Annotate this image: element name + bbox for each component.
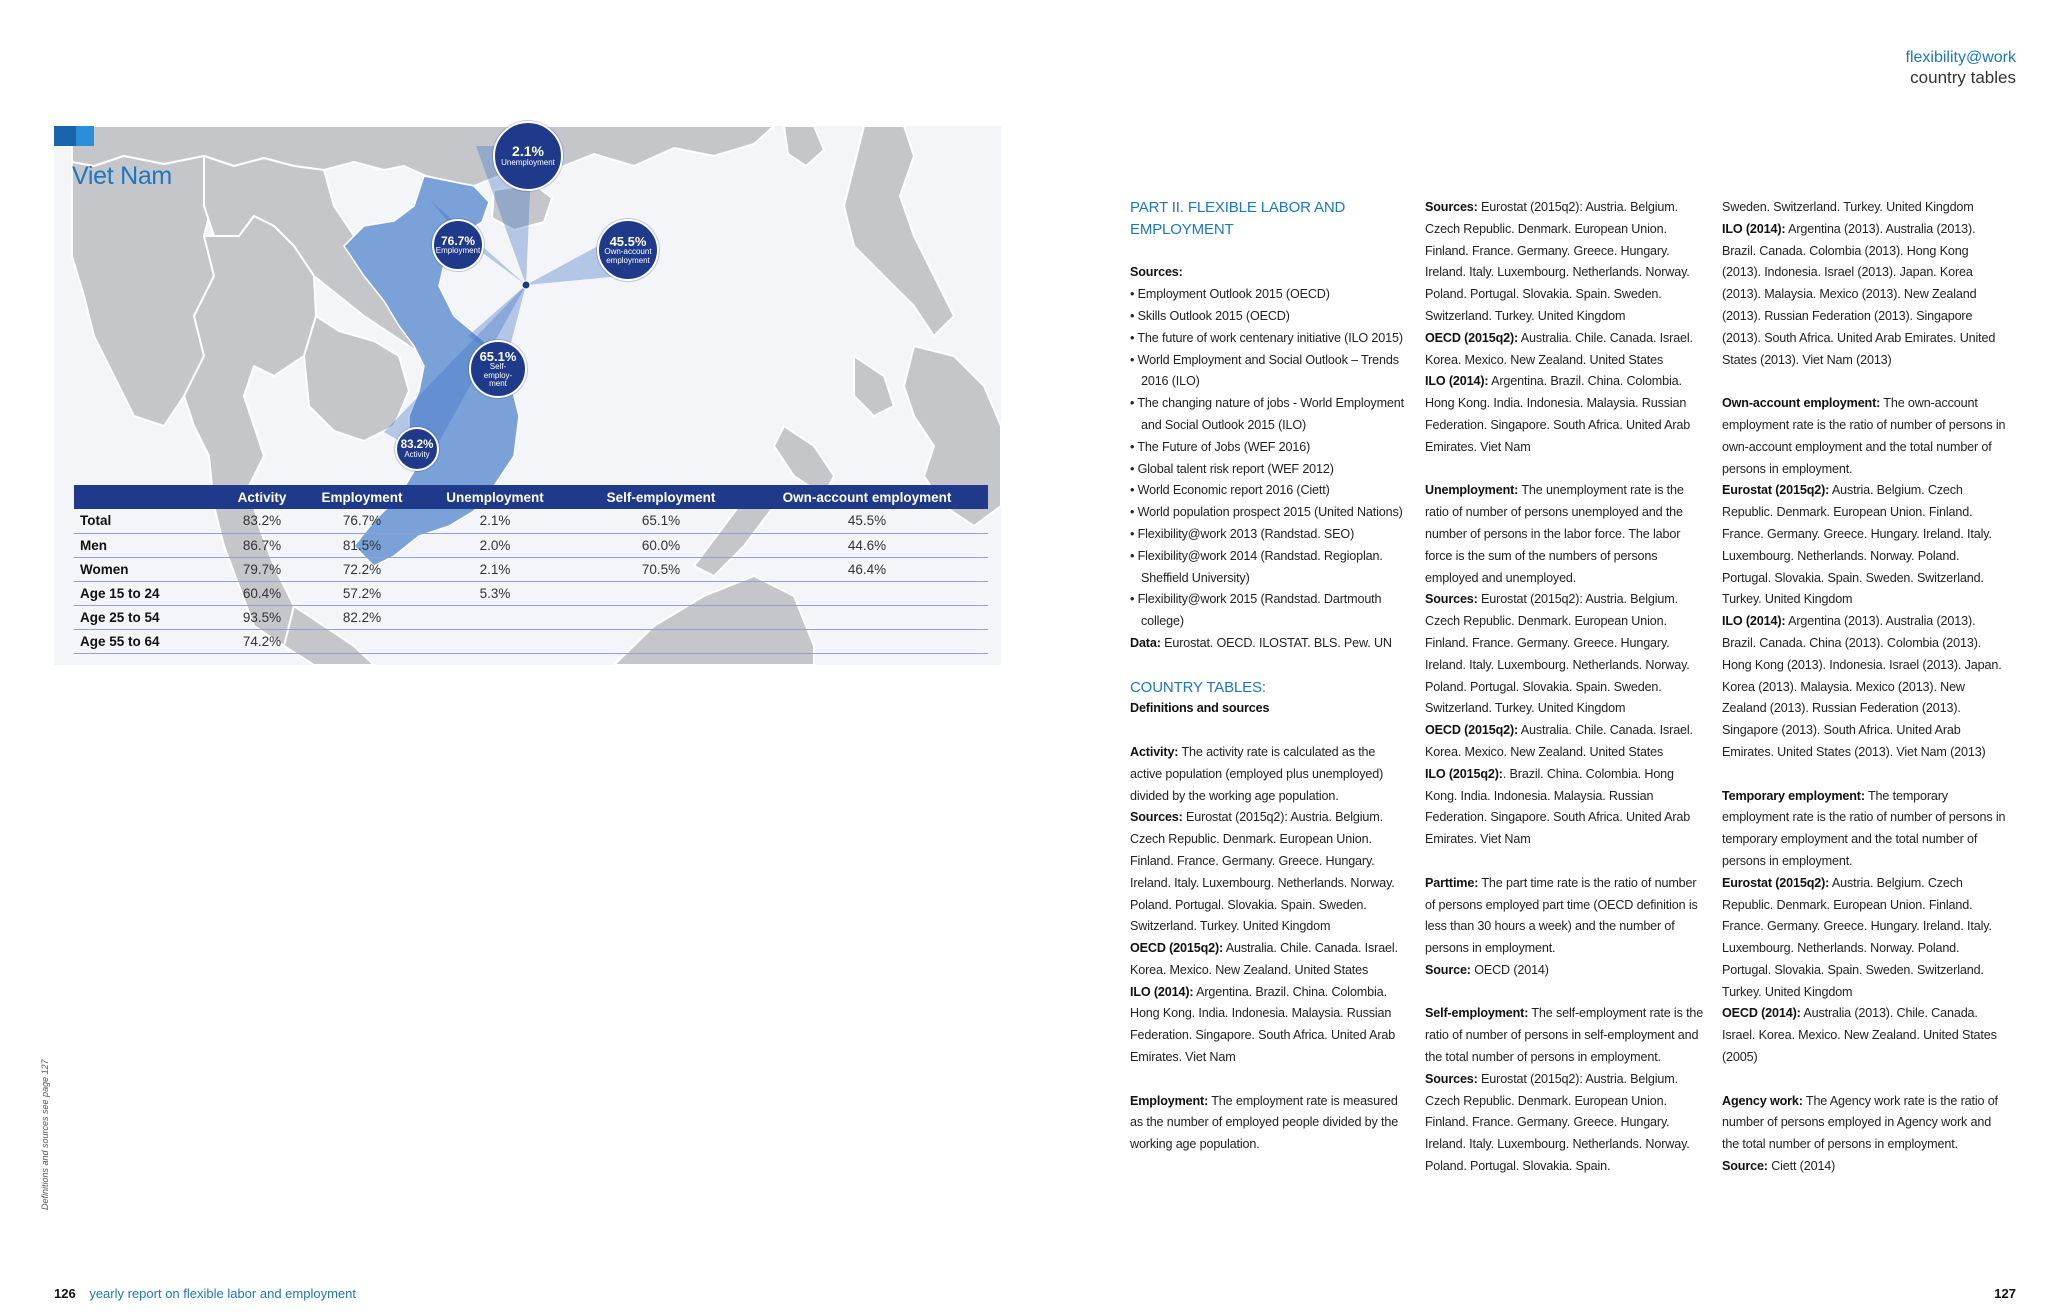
page-number-right: 127 — [1994, 1286, 2016, 1301]
activity-definition: Activity: The activity rate is calculated as the active population (employed plus unemployed) divided by the working age population. — [1130, 744, 1384, 803]
agency-source: Source: Ciett (2014) — [1722, 1159, 1836, 1174]
bubble-self-employment — [469, 340, 527, 398]
table-cell: 60.0% — [576, 533, 746, 557]
list-item: • Flexibility@work 2013 (Randstad. SEO) — [1130, 524, 1408, 546]
bubble-value: 45.5% — [609, 233, 647, 249]
column-header — [74, 485, 214, 509]
stats-table — [74, 485, 988, 654]
bubble-employment — [432, 219, 484, 271]
list-item: • Flexibility@work 2015 (Randstad. Dartmouth college) — [1130, 589, 1408, 633]
parttime-definition: Parttime: The part time rate is the ratio of number of persons employed part time (OECD definition is less than 30 hours a week) and the number of persons in employment. — [1425, 875, 1698, 956]
table-cell — [746, 605, 988, 629]
footer-title: yearly report on flexible labor and employment — [89, 1286, 356, 1301]
table-cell: 2.1% — [414, 509, 576, 533]
column-header: Own-account employment — [746, 485, 988, 509]
table-cell: 2.0% — [414, 533, 576, 557]
temporary-oecd: OECD (2014): Australia (2013). Chile. Canada. Israel. Korea. Mexico. New Zealand. United States (2005) — [1722, 1006, 1997, 1065]
page-number-left: 126 — [54, 1286, 76, 1301]
employment-sources: Sources: Eurostat (2015q2): Austria. Belgium. Czech Republic. Denmark. European Union. Finland. France. Germany. Greece. Hungary. Ireland. Italy. Luxembourg. Netherlands. Norway. Poland. Portugal. Slovakia. Spain. Sweden. Switzerland. Turkey. United Kingdom — [1425, 200, 1690, 323]
parttime-source: Source: OECD (2014) — [1425, 962, 1549, 977]
table-cell — [576, 581, 746, 605]
column-header: Activity — [214, 485, 310, 509]
bubble-own-account — [597, 219, 659, 281]
table-cell: 57.2% — [310, 581, 414, 605]
own-account-definition: Own-account employment: The own-account employment rate is the ratio of number of persons in own-account employment and the total number of persons in employment. — [1722, 396, 2006, 476]
employment-oecd: OECD (2015q2): Australia. Chile. Canada. Israel. Korea. Mexico. New Zealand. United States — [1425, 330, 1693, 367]
bubble-label: Self-employ-ment — [483, 362, 513, 389]
table-cell: 81.5% — [310, 533, 414, 557]
column-header: Unemployment — [414, 485, 576, 509]
activity-sources: Sources: Eurostat (2015q2): Austria. Belgium. Czech Republic. Denmark. European Union. Finland. France. Germany. Greece. Hungary. Ireland. Italy. Luxembourg. Netherlands. Norway. Poland. Portugal. Slovakia. Spain. Sweden. Switzerland. Turkey. United Kingdom — [1130, 810, 1395, 934]
list-item: • Employment Outlook 2015 (OECD) — [1130, 284, 1408, 306]
activity-oecd: OECD (2015q2): Australia. Chile. Canada. Israel. Korea. Mexico. New Zealand. United States — [1130, 941, 1398, 977]
bubble-label: Unemployment — [501, 158, 555, 168]
own-account-ilo: ILO (2014): Argentina (2013). Australia (2013). Brazil. Canada. China (2013). Colombia (2013). Hong Kong (2013). Indonesia. Israel (2013). Japan. Korea (2013). Malaysia. Mexico (2013). New Zealand (2013). Russian Federation (2013). Singapore (2013). South Africa. United Arab Emirates. United States (2013). Viet Nam (2013) — [1722, 614, 2002, 759]
bubble-activity — [395, 427, 439, 471]
bubble-value: 83.2% — [400, 438, 434, 451]
table-cell: 46.4% — [746, 557, 988, 581]
country-title: Viet Nam — [72, 162, 172, 190]
table-cell: 74.2% — [214, 629, 310, 653]
footer-left — [54, 1286, 356, 1301]
column-header: Employment — [310, 485, 414, 509]
own-account-eurostat: Eurostat (2015q2): Austria. Belgium. Czech Republic. Denmark. European Union. Finland. France. Germany. Greece. Hungary. Ireland. Italy. Luxembourg. Netherlands. Norway. Poland. Portugal. Slovakia. Spain. Sweden. Switzerland. Turkey. United Kingdom — [1722, 483, 1992, 607]
row-label: Women — [74, 557, 214, 581]
table-cell: 70.5% — [576, 557, 746, 581]
table-cell: 86.7% — [214, 533, 310, 557]
unemployment-sources: Sources: Eurostat (2015q2): Austria. Belgium. Czech Republic. Denmark. European Union. Finland. France. Germany. Greece. Hungary. Ireland. Italy. Luxembourg. Netherlands. Norway. Poland. Portugal. Slovakia. Spain. Sweden. Switzerland. Turkey. United Kingdom — [1425, 592, 1690, 716]
definitions-label: Definitions and sources — [1130, 701, 1270, 716]
table-cell: 2.1% — [414, 557, 576, 581]
bubble-label: Employment — [435, 246, 481, 256]
table-cell — [576, 605, 746, 629]
side-note: Definitions and sources see page 127 — [40, 1059, 50, 1210]
list-item: • Flexibility@work 2014 (Randstad. Regioplan. Sheffield University) — [1130, 546, 1408, 590]
table-cell — [310, 629, 414, 653]
table-row — [74, 581, 988, 605]
table-cell: 93.5% — [214, 605, 310, 629]
table-cell — [746, 629, 988, 653]
table-row — [74, 509, 988, 533]
row-label: Age 55 to 64 — [74, 629, 214, 653]
table-cell: 79.7% — [214, 557, 310, 581]
self-employment-ilo: ILO (2014): Argentina (2013). Australia (2013). Brazil. Canada. Colombia (2013). Hong Kong (2013). Indonesia. Israel (2013). Japan. Korea (2013). Malaysia. Mexico (2013). New Zealand (2013). Russian Federation (2013). Singapore (2013). South Africa. United Arab Emirates. United States (2013). Viet Nam (2013) — [1722, 221, 1996, 367]
table-cell: 45.5% — [746, 509, 988, 533]
bubble-label: Activity — [404, 449, 430, 459]
table-cell: 72.2% — [310, 557, 414, 581]
table-cell: 76.7% — [310, 509, 414, 533]
country-tables-heading: COUNTRY TABLES: — [1130, 678, 1266, 696]
row-label: Total — [74, 509, 214, 533]
list-item: • The future of work centenary initiative (ILO 2015) — [1130, 328, 1408, 350]
corner-mark — [54, 126, 94, 146]
sources-list — [1130, 284, 1408, 633]
table-header-row — [74, 485, 988, 509]
bubble-value: 76.7% — [440, 233, 476, 248]
unemployment-oecd: OECD (2015q2): Australia. Chile. Canada. Israel. Korea. Mexico. New Zealand. United States — [1425, 723, 1693, 759]
employment-ilo: ILO (2014): Argentina. Brazil. China. Colombia. Hong Kong. India. Indonesia. Malaysia. Russian Federation. Singapore. South Africa. United Arab Emirates. Viet Nam — [1425, 374, 1691, 454]
list-item: • Global talent risk report (WEF 2012) — [1130, 459, 1408, 481]
list-item: • World Employment and Social Outlook – Trends 2016 (ILO) — [1130, 350, 1408, 394]
list-item: • Skills Outlook 2015 (OECD) — [1130, 306, 1408, 328]
table-cell — [414, 605, 576, 629]
temporary-eurostat: Eurostat (2015q2): Austria. Belgium. Czech Republic. Denmark. European Union. Finland. France. Germany. Greece. Hungary. Ireland. Italy. Luxembourg. Netherlands. Norway. Poland. Portugal. Slovakia. Spain. Sweden. Switzerland. Turkey. United Kingdom — [1722, 875, 1992, 999]
self-employment-definition: Self-employment: The self-employment rate is the ratio of number of persons in self-employment and the total number of persons in employment. — [1425, 1006, 1704, 1065]
table-row — [74, 557, 988, 581]
table-cell: 44.6% — [746, 533, 988, 557]
list-item: • World Economic report 2016 (Ciett) — [1130, 480, 1408, 502]
table-row — [74, 533, 988, 557]
activity-ilo: ILO (2014): Argentina. Brazil. China. Colombia. Hong Kong. India. Indonesia. Malaysia. Russian Federation. Singapore. South Africa. United Arab Emirates. Viet Nam — [1130, 984, 1396, 1065]
data-line: Data: Eurostat. OECD. ILOSTAT. BLS. Pew. UN — [1130, 635, 1392, 650]
table-cell: 5.3% — [414, 581, 576, 605]
table-row — [74, 605, 988, 629]
table-cell — [576, 629, 746, 653]
table-cell: 60.4% — [214, 581, 310, 605]
table-cell: 83.2% — [214, 509, 310, 533]
bubble-value: 2.1% — [512, 143, 544, 160]
bubble-label: Own-account employment — [604, 247, 652, 265]
text-column-3 — [1722, 197, 2008, 1178]
sources-label: Sources: — [1130, 265, 1183, 280]
list-item: • The Future of Jobs (WEF 2016) — [1130, 437, 1408, 459]
unemployment-ilo: ILO (2015q2):. Brazil. China. Colombia. Hong Kong. India. Indonesia. Malaysia. Russian Federation. Singapore. South Africa. United Arab Emirates. Viet Nam — [1425, 766, 1691, 847]
list-item: • World population prospect 2015 (United Nations) — [1130, 502, 1408, 524]
text-column-1 — [1130, 197, 1408, 1156]
list-item: • The changing nature of jobs - World Employment and Social Outlook 2015 (ILO) — [1130, 393, 1408, 437]
agency-definition: Agency work: The Agency work rate is the ratio of number of persons employed in Agency work and the total number of persons in employment. — [1722, 1093, 1998, 1152]
brand-subtitle: country tables — [1910, 68, 2016, 87]
row-label: Age 15 to 24 — [74, 581, 214, 605]
row-label: Age 25 to 54 — [74, 605, 214, 629]
row-label: Men — [74, 533, 214, 557]
table-cell: 65.1% — [576, 509, 746, 533]
self-employment-sources: Sources: Eurostat (2015q2): Austria. Belgium. Czech Republic. Denmark. European Union. Finland. France. Germany. Greece. Hungary. Ireland. Italy. Luxembourg. Netherlands. Norway. Poland. Portugal. Slovakia. Spain. — [1425, 1071, 1690, 1174]
text-column-2 — [1425, 197, 1705, 1178]
unemployment-definition: Unemployment: The unemployment rate is the ratio of number of persons unemployed and the number of persons in the labor force. The labor force is the sum of the numbers of persons employed and unemployed. — [1425, 483, 1684, 585]
table-row — [74, 629, 988, 653]
table-cell — [414, 629, 576, 653]
bubble-value: 65.1% — [479, 348, 517, 364]
table-cell: 82.2% — [310, 605, 414, 629]
table-cell — [746, 581, 988, 605]
header-brand — [1906, 48, 2016, 88]
employment-definition: Employment: The employment rate is measured as the number of employed people divided by the working age population. — [1130, 1093, 1399, 1152]
temporary-definition: Temporary employment: The temporary employment rate is the ratio of number of persons in temporary employment and the total number of persons in employment. — [1722, 788, 2006, 868]
section-heading: PART II. FLEXIBLE LABOR AND EMPLOYMENT — [1130, 199, 1346, 238]
bubble-unemployment — [493, 121, 563, 191]
self-employment-cont: Sweden. Switzerland. Turkey. United Kingdom — [1722, 200, 1974, 214]
brand-title: flexibility@work — [1905, 49, 2016, 66]
column-header: Self-employment — [576, 485, 746, 509]
